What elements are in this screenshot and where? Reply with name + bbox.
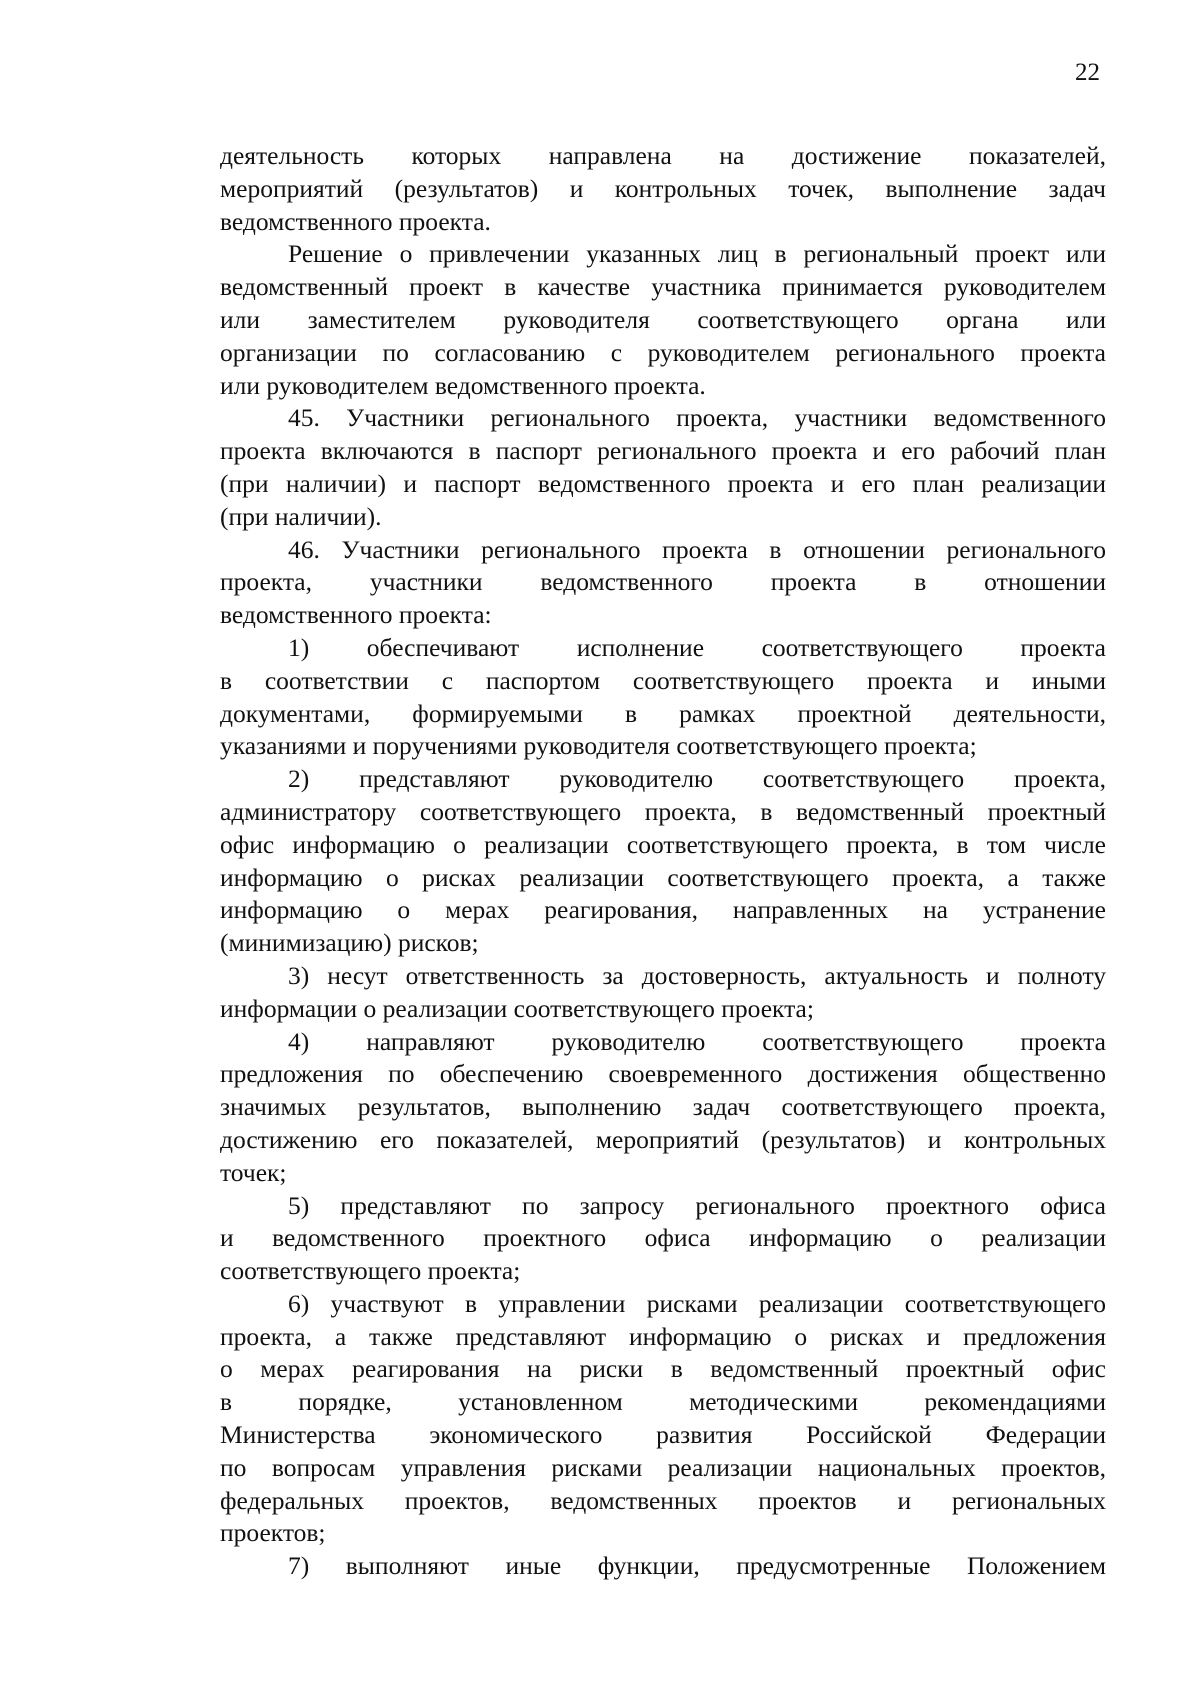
text-line: организации по согласованию с руководителем регионального проекта xyxy=(220,337,1106,367)
text-line: офис информацию о реализации соответствующего проекта, в том числе xyxy=(220,829,1106,859)
text-line: проекта включаются в паспорт регионального проекта и его рабочий план xyxy=(220,436,1106,466)
paragraph xyxy=(220,402,1106,533)
text-line: Министерства экономического развития Российской Федерации xyxy=(220,1420,1106,1450)
text-line: федеральных проектов, ведомственных проектов и региональных xyxy=(220,1485,1106,1515)
text-line: в порядке, установленном методическими рекомендациями xyxy=(220,1387,1106,1417)
text-line: предложения по обеспечению своевременного достижения общественно xyxy=(220,1059,1106,1089)
text-line: информацию о мерах реагирования, направленных на устранение xyxy=(220,895,1106,925)
text-line: администратору соответствующего проекта, в ведомственный проектный xyxy=(220,796,1106,826)
text-line: соответствующего проекта; xyxy=(220,1256,521,1286)
text-line: информацию о рисках реализации соответствующего проекта, а также xyxy=(220,862,1106,892)
paragraph xyxy=(220,763,1106,960)
text-line: ведомственного проекта. xyxy=(220,206,491,236)
text-line: (при наличии). xyxy=(220,501,382,531)
text-line: документами, формируемыми в рамках проектной деятельности, xyxy=(220,698,1106,728)
text-line: информации о реализации соответствующего проекта; xyxy=(220,993,814,1023)
text-line: 3) несут ответственность за достоверность, актуальность и полноту xyxy=(288,960,1106,990)
text-line: деятельность которых направлена на достижение показателей, xyxy=(220,141,1106,170)
page-number: 22 xyxy=(1075,59,1100,86)
text-line: 46. Участники регионального проекта в отношении регионального xyxy=(288,534,1106,564)
paragraph xyxy=(220,632,1106,763)
paragraph xyxy=(220,1288,1106,1550)
paragraph xyxy=(220,1550,1106,1583)
text-line: по вопросам управления рисками реализации национальных проектов, xyxy=(220,1452,1106,1482)
paragraph xyxy=(220,238,1106,402)
text-line: или руководителем ведомственного проекта. xyxy=(220,370,706,400)
text-line: в соответствии с паспортом соответствующего проекта и иными xyxy=(220,665,1106,695)
paragraph xyxy=(220,534,1106,632)
text-line: Решение о привлечении указанных лиц в региональный проект или xyxy=(288,239,1106,269)
text-line: или заместителем руководителя соответствующего органа или xyxy=(220,304,1106,334)
text-line: 7) выполняют иные функции, предусмотренные Положением xyxy=(288,1551,1106,1581)
text-line: и ведомственного проектного офиса информацию о реализации xyxy=(220,1223,1106,1253)
text-line: (при наличии) и паспорт ведомственного проекта и его план реализации xyxy=(220,468,1106,498)
text-line: 1) обеспечивают исполнение соответствующего проекта xyxy=(288,632,1106,662)
text-line: проекта, участники ведомственного проекта в отношении xyxy=(220,567,1106,597)
text-line: (минимизацию) рисков; xyxy=(220,928,479,958)
text-line: 45. Участники регионального проекта, участники ведомственного xyxy=(288,403,1106,433)
paragraph xyxy=(220,1026,1106,1190)
paragraph xyxy=(220,960,1106,1026)
document-body xyxy=(220,140,1106,1583)
text-line: ведомственный проект в качестве участника принимается руководителем xyxy=(220,272,1106,302)
text-line: значимых результатов, выполнению задач соответствующего проекта, xyxy=(220,1092,1106,1122)
paragraph xyxy=(220,140,1106,238)
paragraph xyxy=(220,1190,1106,1288)
text-line: проектов; xyxy=(220,1518,326,1548)
text-line: точек; xyxy=(220,1157,287,1187)
text-line: 6) участвуют в управлении рисками реализации соответствующего xyxy=(288,1288,1106,1318)
text-line: указаниями и поручениями руководителя соответствующего проекта; xyxy=(220,731,977,761)
text-line: 5) представляют по запросу регионального проектного офиса xyxy=(288,1190,1106,1220)
text-line: 4) направляют руководителю соответствующего проекта xyxy=(288,1026,1106,1056)
text-line: о мерах реагирования на риски в ведомственный проектный офис xyxy=(220,1354,1106,1384)
text-line: 2) представляют руководителю соответствующего проекта, xyxy=(288,764,1106,794)
text-line: достижению его показателей, мероприятий (результатов) и контрольных xyxy=(220,1124,1106,1154)
text-line: проекта, а также представляют информацию о рисках и предложения xyxy=(220,1321,1106,1351)
text-line: мероприятий (результатов) и контрольных точек, выполнение задач xyxy=(220,173,1106,203)
text-line: ведомственного проекта: xyxy=(220,600,492,630)
